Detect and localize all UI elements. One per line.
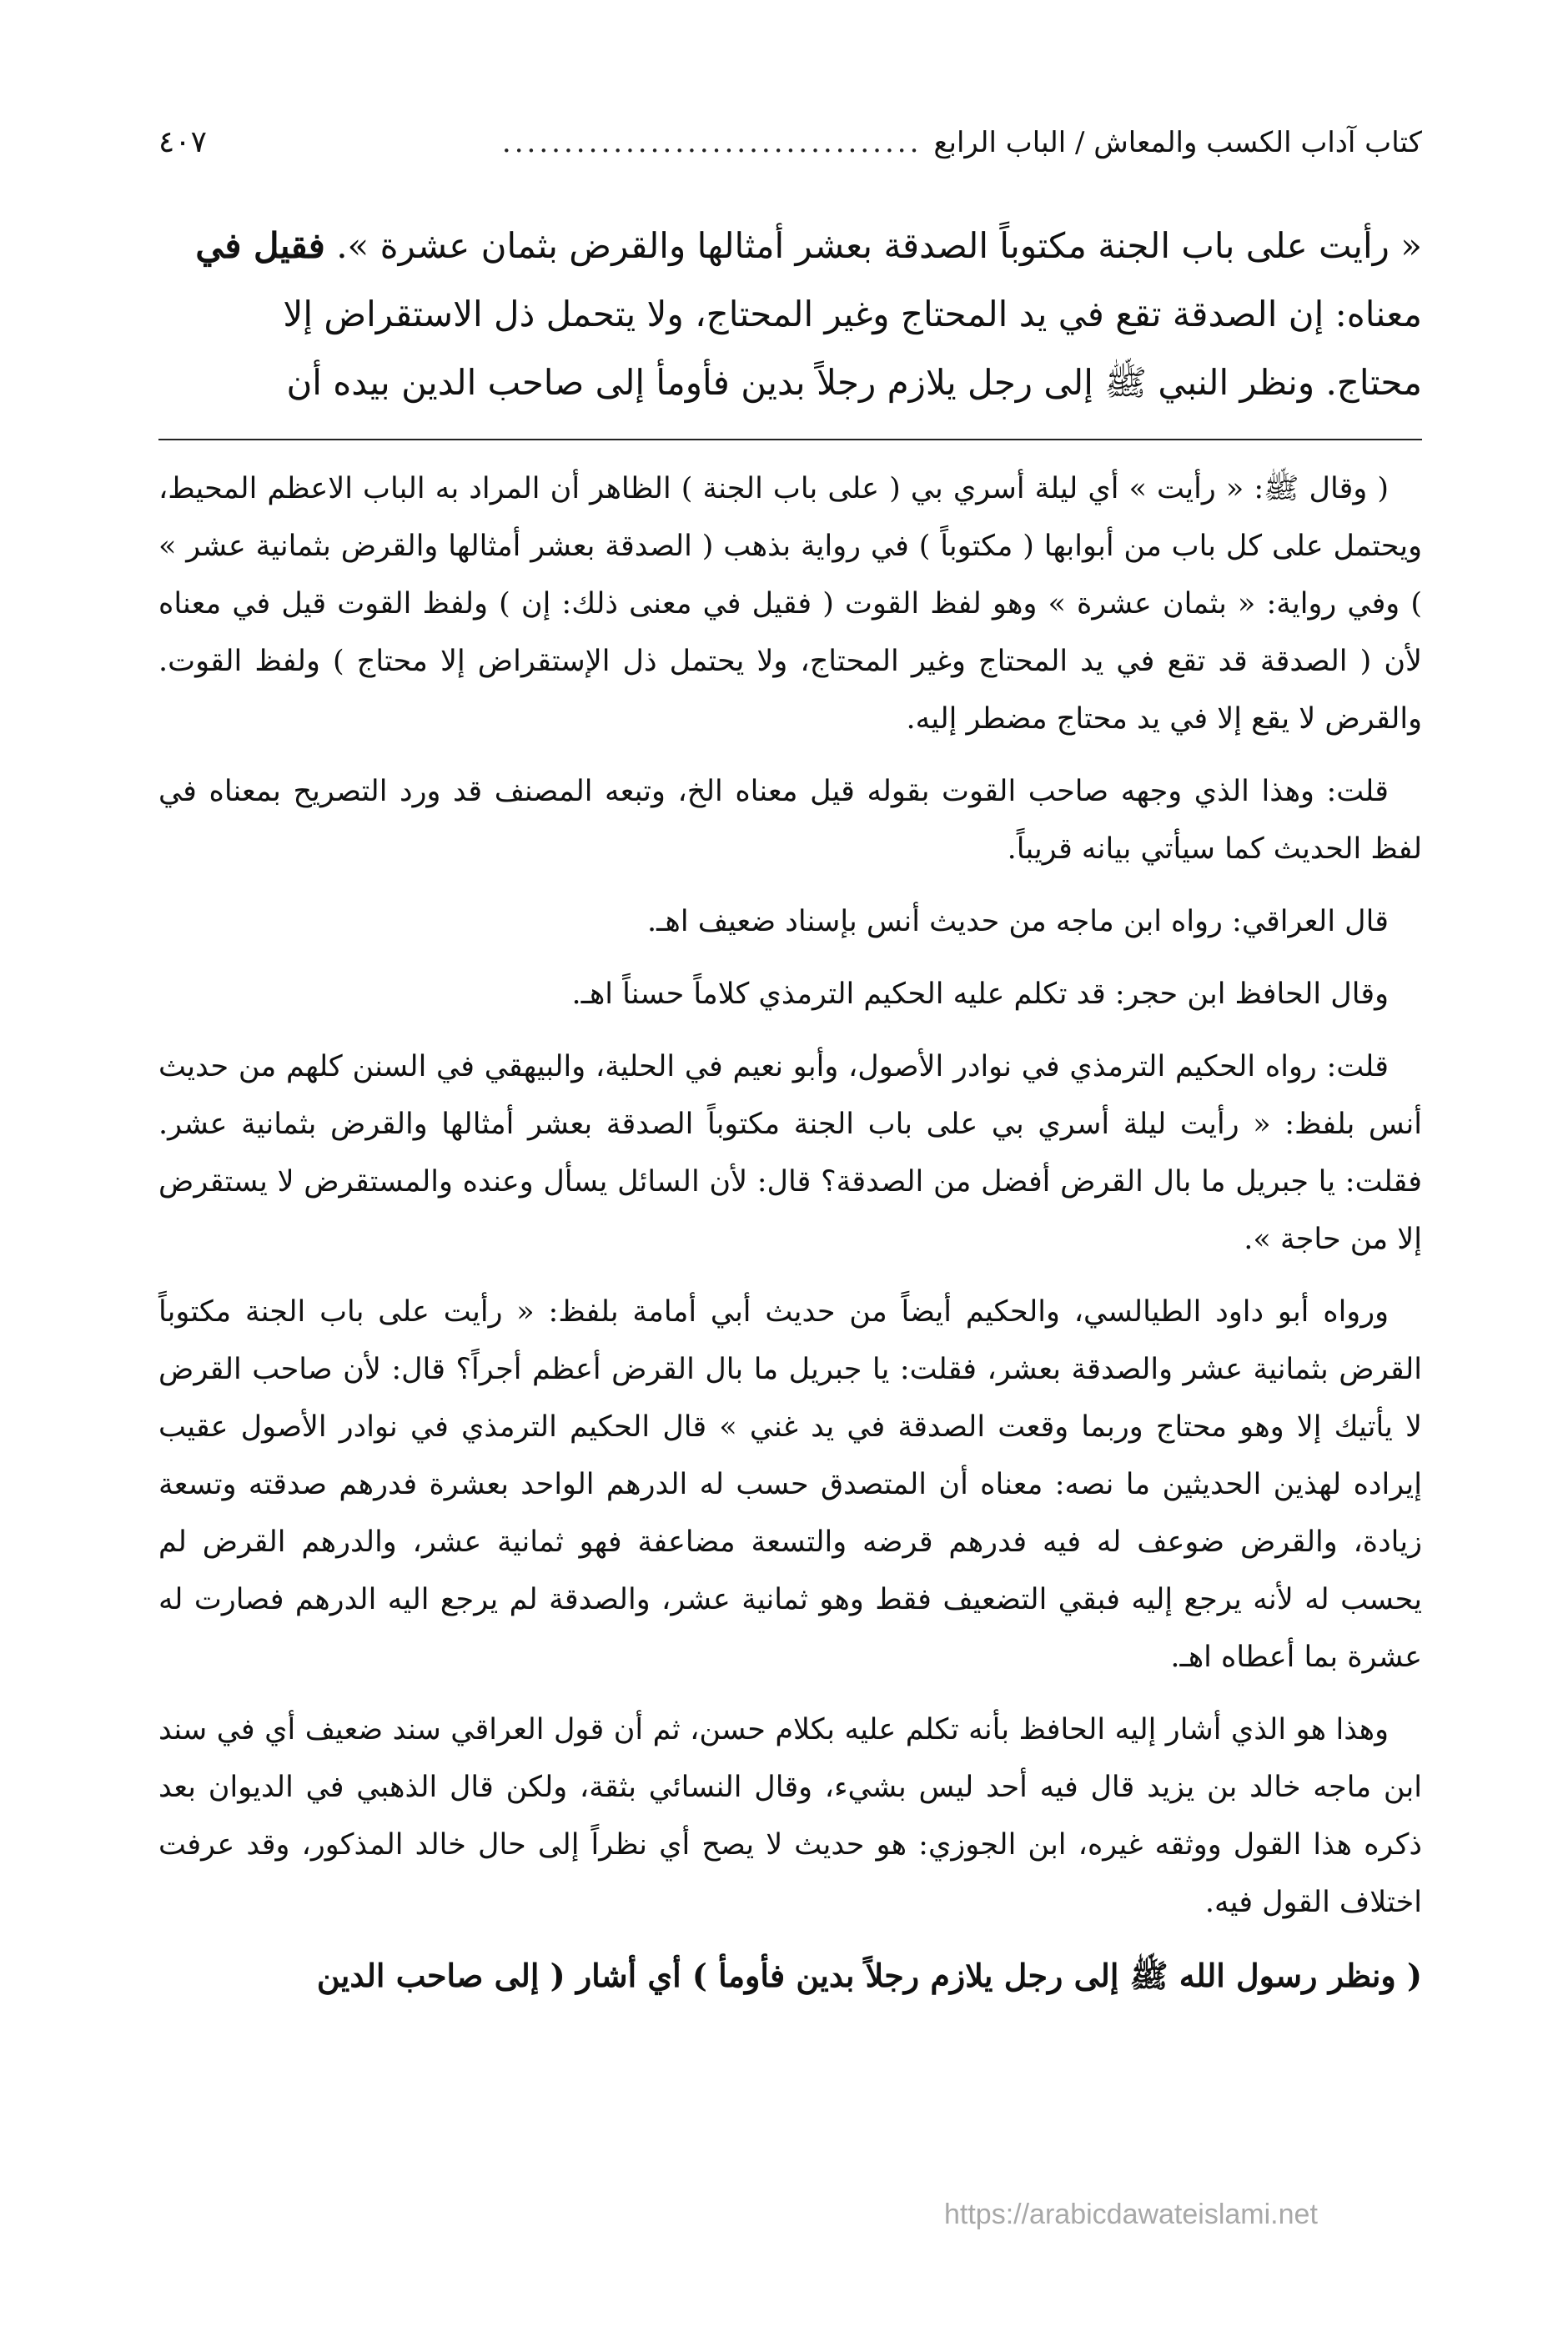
book-page bbox=[158, 125, 1422, 2277]
commentary-paragraph-2: قلت: وهذا الذي وجهه صاحب القوت بقوله قيل معناه الخ، وتبعه المصنف قد ورد التصريح بمعناه في لفظ الحديث كما سيأتي بيانه قريباً. bbox=[158, 775, 1422, 866]
running-header bbox=[158, 125, 1422, 183]
main-text-line-1: « رأيت على باب الجنة مكتوباً الصدقة بعشر أمثالها والقرض بثمان عشرة ». bbox=[324, 225, 1422, 266]
section-divider bbox=[158, 439, 1422, 440]
main-text-line-2: معناه: إن الصدقة تقع في يد المحتاج وغير المحتاج، ولا يتحمل ذل الاستقراض إلا bbox=[283, 294, 1422, 334]
commentary-paragraph-3: قال العراقي: رواه ابن ماجه من حديث أنس بإسناد ضعيف اهـ. bbox=[647, 905, 1389, 938]
commentary-paragraph-4: وقال الحافظ ابن حجر: قد تكلم عليه الحكيم الترمذي كلاماً حسناً اهـ. bbox=[571, 978, 1389, 1011]
commentary-paragraph-8: ( ونظر رسول الله ﷺ إلى رجل يلازم رجلاً بدين فأومأ ) أي أشار ( إلى صاحب الدين bbox=[316, 1957, 1422, 1994]
header-title: كتاب آداب الكسب والمعاش / الباب الرابع bbox=[933, 126, 1422, 159]
main-text bbox=[158, 212, 1422, 417]
header-leader-dots: .................................. bbox=[501, 126, 922, 159]
commentary-text bbox=[158, 460, 1422, 2005]
page-number: ٤٠٧ bbox=[158, 125, 208, 159]
main-text-line-3: محتاج. ونظر النبي ﷺ إلى رجل يلازم رجلاً بدين فأومأ إلى صاحب الدين بيده أن bbox=[286, 362, 1422, 403]
watermark-url: https://arabicdawateislami.net bbox=[944, 2199, 1318, 2230]
commentary-paragraph-5: قلت: رواه الحكيم الترمذي في نوادر الأصول، وأبو نعيم في الحلية، والبيهقي في السنن كلهم من حديث أنس بلفظ: « رأيت ليلة أسري بي على باب الجنة مكتوباً الصدقة بعشر أمثالها والقرض بثمانية عشر. فقلت: يا جبريل ما بال القرض أفضل من الصدقة؟ قال: لأن السائل يسأل وعنده والمستقرض لا يستقرض إلا من حاجة ». bbox=[158, 1050, 1422, 1256]
commentary-paragraph-1: ( وقال ﷺ: « رأيت » أي ليلة أسري بي ( على باب الجنة ) الظاهر أن المراد به الباب الاعظم المحيط، ويحتمل على كل باب من أبوابها ( مكتوباً ) في رواية بذهب ( الصدقة بعشر أمثالها والقرض بثمانية عشر » ) وفي رواية: « بثمان عشرة » وهو لفظ القوت ( فقيل في معنى ذلك: إن ) ولفظ القوت قيل في معناه لأن ( الصدقة قد تقع في يد المحتاج وغير المحتاج، ولا يحتمل ذل الإستقراض إلا محتاج ) ولفظ القوت. والقرض لا يقع إلا في يد محتاج مضطر إليه. bbox=[158, 472, 1423, 736]
commentary-paragraph-7: وهذا هو الذي أشار إليه الحافظ بأنه تكلم عليه بكلام حسن، ثم أن قول العراقي سند ضعيف أي في سند ابن ماجه خالد بن يزيد قال فيه أحد ليس بشيء، وقال النسائي بثقة، ولكن قال الذهبي في الديوان بعد ذكره هذا القول ووثقه غيره، ابن الجوزي: هو حديث لا يصح أي نظراً إلى حال خالد المذكور، وقد عرفت اختلاف القول فيه. bbox=[158, 1713, 1422, 1919]
commentary-paragraph-6: ورواه أبو داود الطيالسي، والحكيم أيضاً من حديث أبي أمامة بلفظ: « رأيت على باب الجنة مكتوباً القرض بثمانية عشر والصدقة بعشر، فقلت: يا جبريل ما بال القرض أعظم أجراً؟ قال: لأن صاحب القرض لا يأتيك إلا وهو محتاج وربما وقعت الصدقة في يد غني » قال الحكيم الترمذي في نوادر الأصول عقيب إيراده لهذين الحديثين ما نصه: معناه أن المتصدق حسب له الدرهم الواحد بعشرة فدرهم صدقته وتسعة زيادة، والقرض ضوعف له فيه فدرهم قرضه والتسعة مضاعفة فهو ثمانية عشر، والدرهم القرض لم يحسب له لأنه يرجع إليه فبقي التضعيف فقط وهو ثمانية عشر، والصدقة لم يرجع اليه الدرهم فصارت له عشرة بما أعطاه اهـ. bbox=[158, 1295, 1422, 1674]
main-text-line-1-bold: فقيل في bbox=[195, 225, 325, 266]
